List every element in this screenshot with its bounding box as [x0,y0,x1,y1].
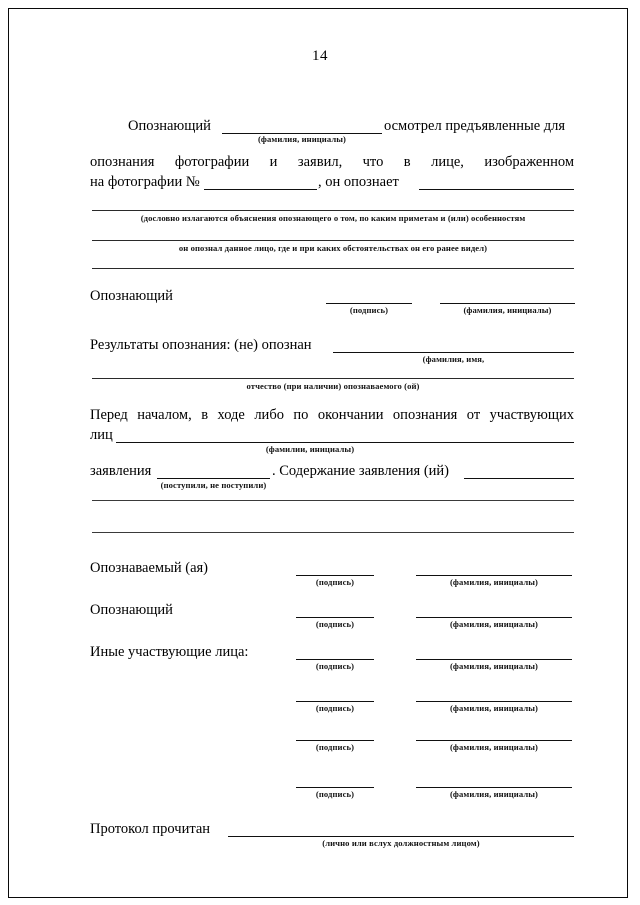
verbatim-rule-2[interactable] [92,240,574,241]
other-participants-label: Иные участвующие лица: [90,644,249,660]
results-blank-2[interactable] [92,378,574,379]
caption-signature-2: (подпись) [315,577,355,587]
identifier-label-2: Опознающий [90,602,173,618]
caption-read-personally: (лично или вслух должностным лицом) [322,838,480,848]
signature-rule-2[interactable] [296,575,374,576]
caption-surname-6: (фамилия, инициалы) [449,742,539,752]
statements-paragraph: Перед началом, в ходе либо по окончании опознания от участвующих [90,407,574,423]
caption-signature-3: (подпись) [315,619,355,629]
statements-content-blank[interactable] [464,478,574,479]
identifier-signature-label: Опознающий [90,288,173,304]
caption-signature-7: (подпись) [315,789,355,799]
signature-rule-5[interactable] [296,701,374,702]
caption-name-first: (фамилия, имя, [422,354,485,364]
caption-surname-4: (фамилия, инициалы) [449,661,539,671]
protocol-read-blank[interactable] [228,836,574,837]
surname-rule-4[interactable] [416,659,572,660]
signature-rule-7[interactable] [296,787,374,788]
signature-rule-6[interactable] [296,740,374,741]
caption-surname-1: (фамилия, инициалы) [463,305,552,315]
photo-identification-paragraph: опознания фотографии и заявил, что в лице, изображенном [90,154,574,170]
signature-rule-3[interactable] [296,617,374,618]
statements-extra-rule-1[interactable] [92,500,574,501]
caption-signature-5: (подпись) [315,703,355,713]
identified-person-label: Опознаваемый (ая) [90,560,208,576]
caption-signature-4: (подпись) [315,661,355,671]
statements-extra-rule-2[interactable] [92,532,574,533]
surname-rule-3[interactable] [416,617,572,618]
caption-verbatim-1: (дословно излагаются объяснения опознающего о том, по каким приметам и (или) особенностям [140,213,526,223]
caption-surname-5: (фамилия, инициалы) [449,703,539,713]
photo-number-blank[interactable] [204,189,317,190]
statements-content-label: . Содержание заявления (ий) [272,463,450,479]
statements-received-blank[interactable] [157,478,270,479]
protocol-read-label: Протокол прочитан [90,821,211,837]
photo-number-label: на фотографии № [90,174,200,190]
surname-rule-1[interactable] [440,303,575,304]
caption-surname-initials-plural: (фамилии, инициалы) [265,444,355,454]
statements-persons-label: лиц [90,427,113,443]
statements-persons-blank[interactable] [116,442,574,443]
identifier-intro-label: Опознающий [128,118,211,134]
signature-rule-4[interactable] [296,659,374,660]
surname-rule-5[interactable] [416,701,572,702]
signature-rule-1[interactable] [326,303,412,304]
page-number: 14 [312,48,328,64]
verbatim-rule-1[interactable] [92,210,574,211]
caption-patronymic: отчество (при наличии) опознаваемого (ой) [246,381,420,391]
recognizes-label: , он опознает [318,174,399,190]
caption-surname-7: (фамилия, инициалы) [449,789,539,799]
caption-signature-6: (подпись) [315,742,355,752]
recognizes-blank[interactable] [419,189,574,190]
caption-signature-1: (подпись) [349,305,389,315]
results-blank-1[interactable] [333,352,574,353]
identifier-intro-suffix: осмотрел предъявленные для [384,118,566,134]
caption-verbatim-2: он опознал данное лицо, где и при каких обстоятельствах он его ранее видел) [178,243,488,253]
statements-word-label: заявления [90,463,152,479]
caption-surname-initials-1: (фамилия, инициалы) [257,134,347,144]
results-label: Результаты опознания: (не) опознан [90,337,312,353]
surname-rule-2[interactable] [416,575,572,576]
surname-rule-6[interactable] [416,740,572,741]
caption-received-or-not: (поступили, не поступили) [160,480,267,490]
verbatim-rule-3[interactable] [92,268,574,269]
caption-surname-3: (фамилия, инициалы) [449,619,539,629]
surname-rule-7[interactable] [416,787,572,788]
caption-surname-2: (фамилия, инициалы) [449,577,539,587]
